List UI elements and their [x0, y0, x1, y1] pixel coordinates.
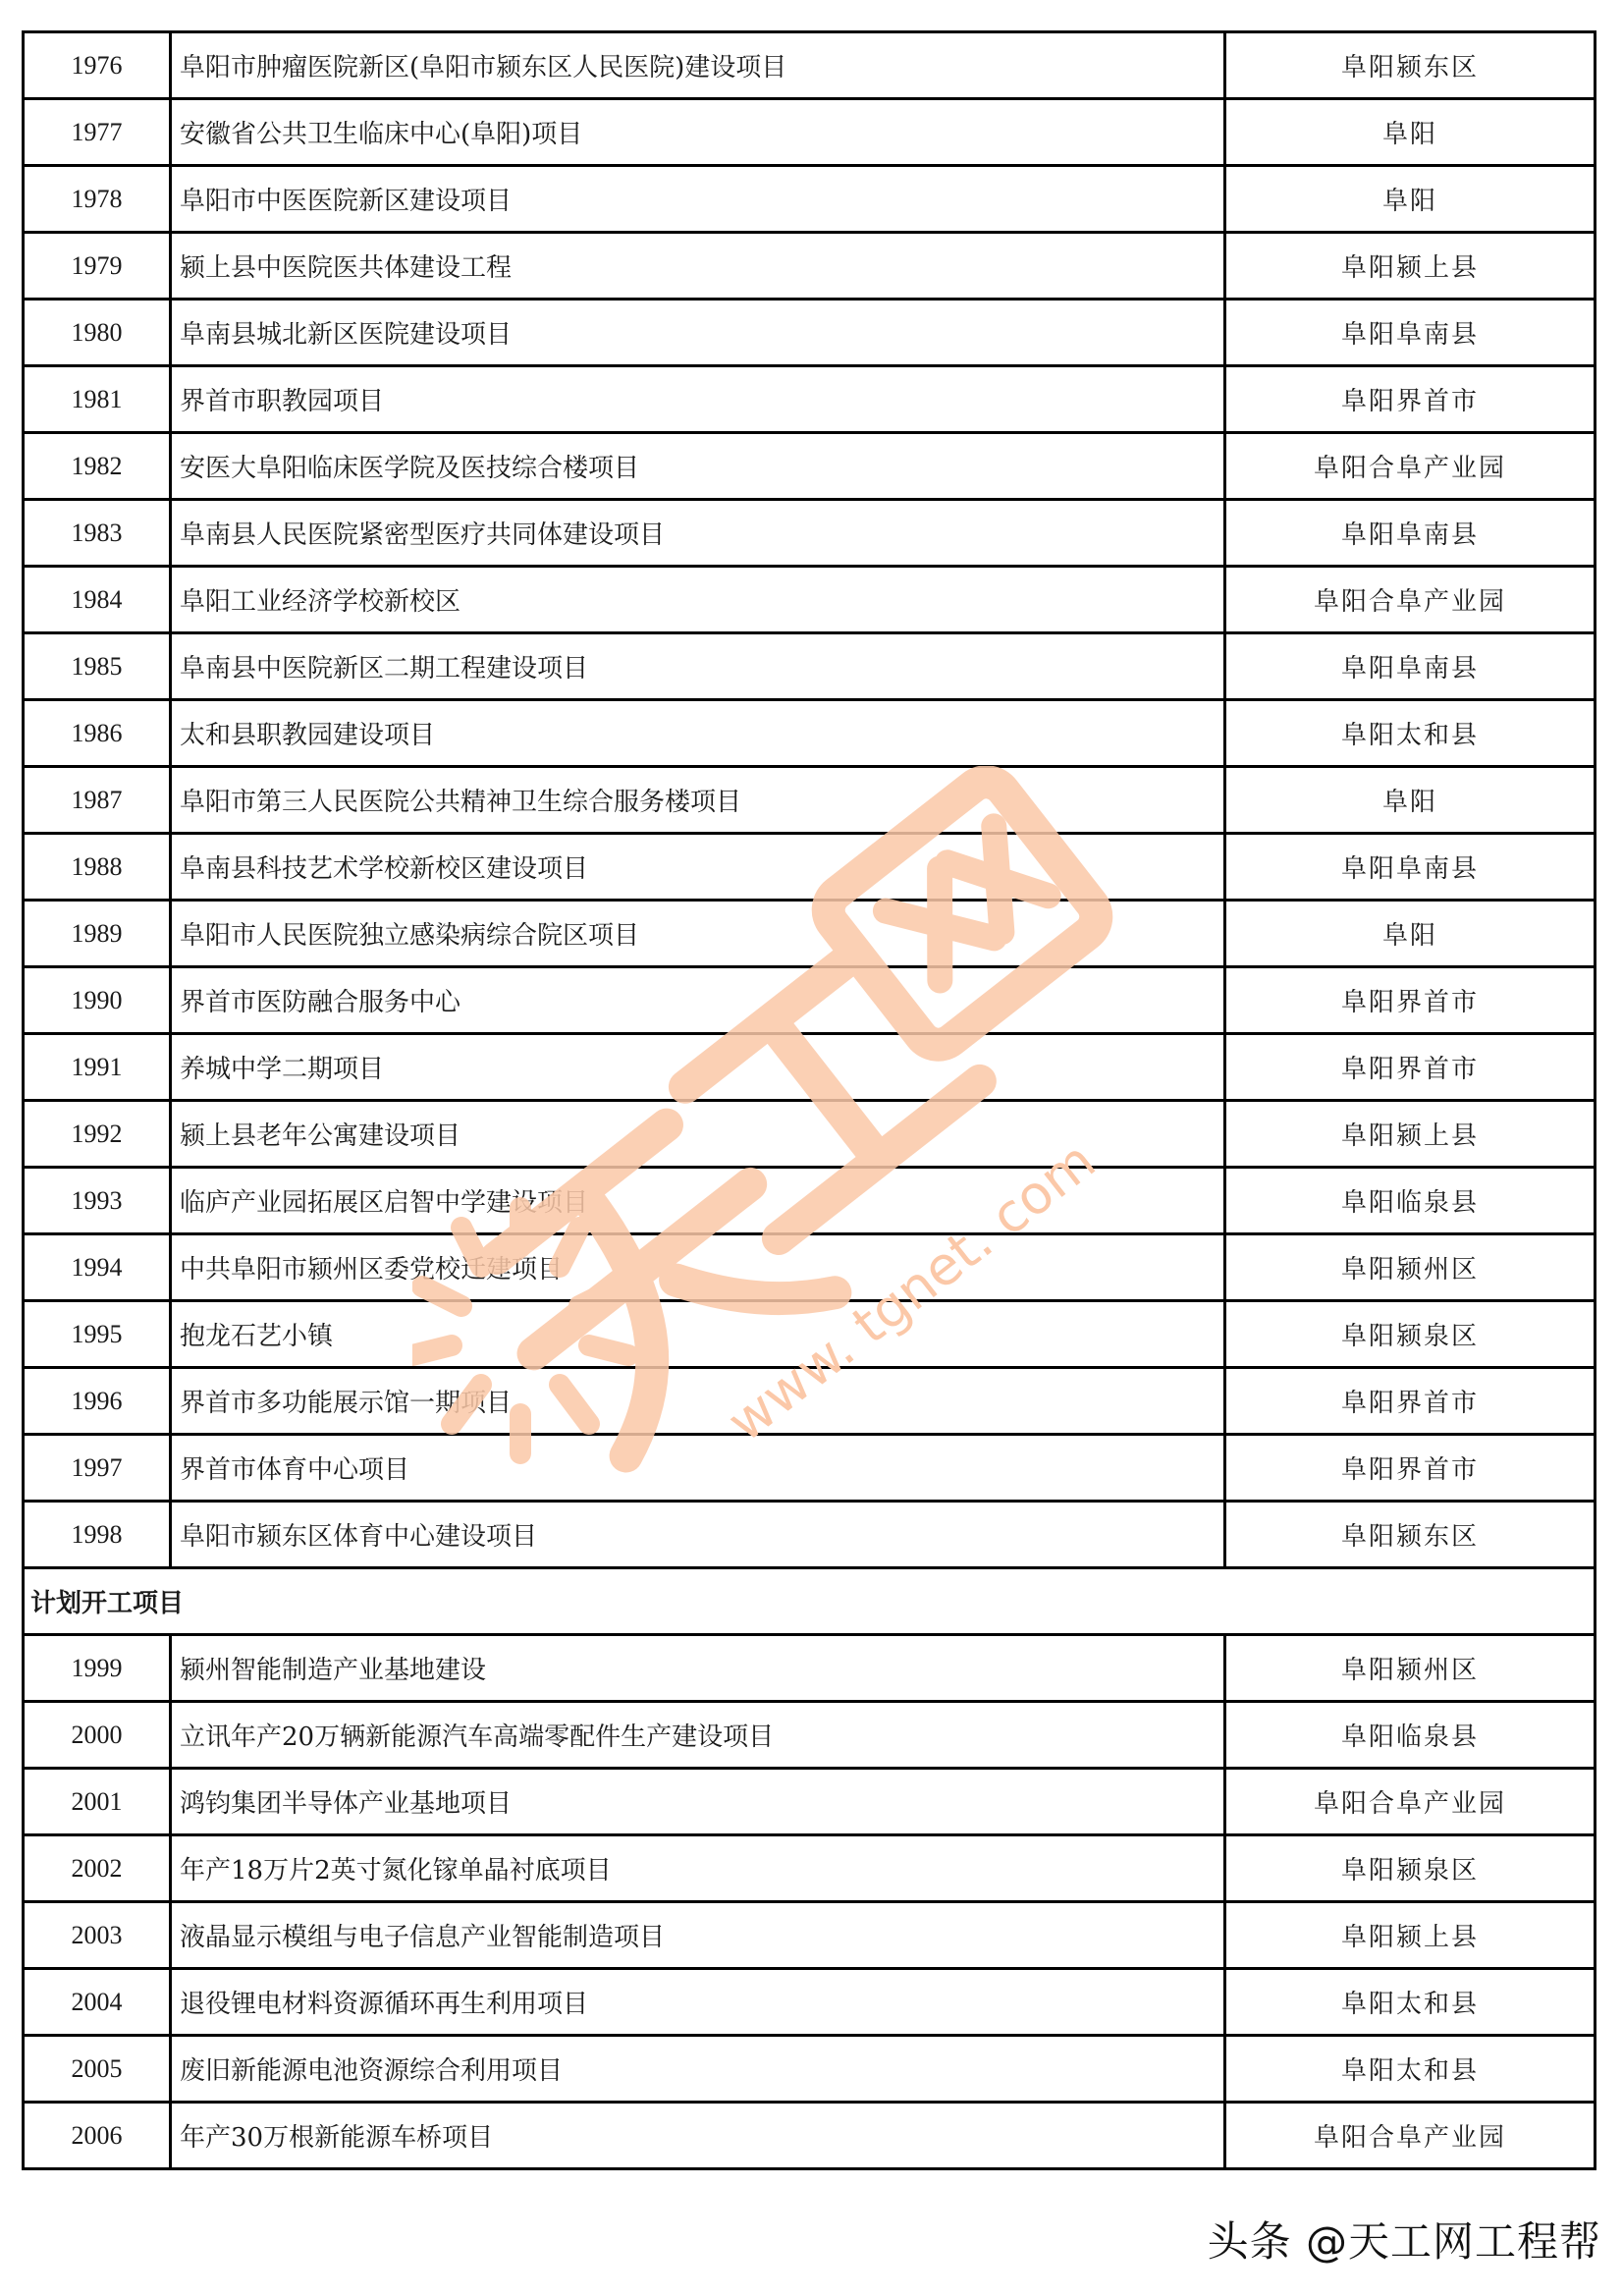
table-row	[24, 1969, 1596, 2036]
table-row	[24, 1168, 1596, 1234]
row-number: 1998	[24, 1502, 171, 1568]
project-name: 界首市职教园项目	[171, 366, 1225, 433]
row-number: 1988	[24, 834, 171, 901]
row-number: 2004	[24, 1969, 171, 2036]
project-location: 阜阳阜南县	[1225, 834, 1596, 901]
project-location: 阜阳界首市	[1225, 366, 1596, 433]
row-number: 2002	[24, 1835, 171, 1902]
project-location: 阜阳合阜产业园	[1225, 2103, 1596, 2169]
row-number: 1980	[24, 300, 171, 366]
project-name: 阜南县科技艺术学校新校区建设项目	[171, 834, 1225, 901]
row-number: 1999	[24, 1635, 171, 1702]
table-row	[24, 1101, 1596, 1168]
project-name: 颍上县中医院医共体建设工程	[171, 233, 1225, 300]
row-number: 1978	[24, 166, 171, 233]
project-name: 阜阳市人民医院独立感染病综合院区项目	[171, 901, 1225, 967]
row-number: 1982	[24, 433, 171, 500]
project-location: 阜阳颍上县	[1225, 233, 1596, 300]
watermark-url: www. tgnet. com	[716, 1129, 1108, 1454]
project-name: 阜南县人民医院紧密型医疗共同体建设项目	[171, 500, 1225, 567]
project-location: 阜阳临泉县	[1225, 1702, 1596, 1769]
table-row	[24, 1902, 1596, 1969]
table-row	[24, 567, 1596, 633]
table-row	[24, 1435, 1596, 1502]
project-name: 废旧新能源电池资源综合利用项目	[171, 2036, 1225, 2103]
row-number: 1981	[24, 366, 171, 433]
table-row	[24, 767, 1596, 834]
project-location: 阜阳临泉县	[1225, 1168, 1596, 1234]
project-location: 阜阳阜南县	[1225, 633, 1596, 700]
table-row	[24, 901, 1596, 967]
row-number: 2005	[24, 2036, 171, 2103]
project-location: 阜阳合阜产业园	[1225, 567, 1596, 633]
row-number: 1996	[24, 1368, 171, 1435]
row-number: 1986	[24, 700, 171, 767]
table-row	[24, 366, 1596, 433]
table-row	[24, 1301, 1596, 1368]
project-name: 太和县职教园建设项目	[171, 700, 1225, 767]
project-name: 阜阳工业经济学校新校区	[171, 567, 1225, 633]
row-number: 1977	[24, 99, 171, 166]
row-number: 1991	[24, 1034, 171, 1101]
project-name: 阜南县城北新区医院建设项目	[171, 300, 1225, 366]
project-name: 中共阜阳市颍州区委党校迁建项目	[171, 1234, 1225, 1301]
row-number: 2001	[24, 1769, 171, 1835]
project-location: 阜阳颍州区	[1225, 1234, 1596, 1301]
project-name: 阜南县中医院新区二期工程建设项目	[171, 633, 1225, 700]
project-location: 阜阳界首市	[1225, 1034, 1596, 1101]
footer-watermark: 头条 @天工网工程帮	[1207, 2217, 1601, 2266]
project-location: 阜阳合阜产业园	[1225, 1769, 1596, 1835]
project-name: 阜阳市肿瘤医院新区(阜阳市颍东区人民医院)建设项目	[171, 32, 1225, 99]
project-name: 颍上县老年公寓建设项目	[171, 1101, 1225, 1168]
project-location: 阜阳	[1225, 901, 1596, 967]
project-name: 鸿钧集团半导体产业基地项目	[171, 1769, 1225, 1835]
row-number: 2003	[24, 1902, 171, 1969]
project-name: 年产30万根新能源车桥项目	[171, 2103, 1225, 2169]
project-location: 阜阳太和县	[1225, 2036, 1596, 2103]
project-name: 阜阳市中医医院新区建设项目	[171, 166, 1225, 233]
table-row	[24, 2103, 1596, 2169]
section-header-row	[24, 1568, 1596, 1635]
row-number: 1983	[24, 500, 171, 567]
row-number: 1995	[24, 1301, 171, 1368]
project-location: 阜阳太和县	[1225, 700, 1596, 767]
project-location: 阜阳	[1225, 767, 1596, 834]
table-row	[24, 1502, 1596, 1568]
project-location: 阜阳颍州区	[1225, 1635, 1596, 1702]
row-number: 2006	[24, 2103, 171, 2169]
project-location: 阜阳阜南县	[1225, 500, 1596, 567]
row-number: 1979	[24, 233, 171, 300]
project-location: 阜阳界首市	[1225, 1435, 1596, 1502]
table-row	[24, 166, 1596, 233]
project-location: 阜阳阜南县	[1225, 300, 1596, 366]
row-number: 1997	[24, 1435, 171, 1502]
project-name: 界首市医防融合服务中心	[171, 967, 1225, 1034]
project-location: 阜阳	[1225, 166, 1596, 233]
project-name: 安医大阜阳临床医学院及医技综合楼项目	[171, 433, 1225, 500]
table-row	[24, 834, 1596, 901]
project-location: 阜阳界首市	[1225, 967, 1596, 1034]
row-number: 1994	[24, 1234, 171, 1301]
project-location: 阜阳太和县	[1225, 1969, 1596, 2036]
table-row	[24, 1835, 1596, 1902]
row-number: 1987	[24, 767, 171, 834]
table-row	[24, 700, 1596, 767]
row-number: 2000	[24, 1702, 171, 1769]
row-number: 1976	[24, 32, 171, 99]
table-row	[24, 633, 1596, 700]
project-name: 立讯年产20万辆新能源汽车高端零配件生产建设项目	[171, 1702, 1225, 1769]
row-number: 1990	[24, 967, 171, 1034]
table-row	[24, 433, 1596, 500]
project-name: 抱龙石艺小镇	[171, 1301, 1225, 1368]
row-number: 1992	[24, 1101, 171, 1168]
table-row	[24, 967, 1596, 1034]
project-name: 液晶显示模组与电子信息产业智能制造项目	[171, 1902, 1225, 1969]
project-location: 阜阳颍泉区	[1225, 1835, 1596, 1902]
project-name: 界首市多功能展示馆一期项目	[171, 1368, 1225, 1435]
project-table	[22, 30, 1596, 2170]
table-row	[24, 1635, 1596, 1702]
row-number: 1989	[24, 901, 171, 967]
project-name: 退役锂电材料资源循环再生利用项目	[171, 1969, 1225, 2036]
project-table-body	[24, 32, 1596, 2169]
project-name: 养城中学二期项目	[171, 1034, 1225, 1101]
table-row	[24, 1368, 1596, 1435]
table-row	[24, 233, 1596, 300]
project-location: 阜阳颍泉区	[1225, 1301, 1596, 1368]
row-number: 1984	[24, 567, 171, 633]
table-row	[24, 1234, 1596, 1301]
project-name: 颍州智能制造产业基地建设	[171, 1635, 1225, 1702]
table-row	[24, 1769, 1596, 1835]
row-number: 1993	[24, 1168, 171, 1234]
table-row	[24, 2036, 1596, 2103]
project-location: 阜阳颍上县	[1225, 1101, 1596, 1168]
table-row	[24, 32, 1596, 99]
project-name: 临庐产业园拓展区启智中学建设项目	[171, 1168, 1225, 1234]
section-title: 计划开工项目	[24, 1568, 1596, 1635]
project-name: 安徽省公共卫生临床中心(阜阳)项目	[171, 99, 1225, 166]
project-location: 阜阳	[1225, 99, 1596, 166]
project-name: 阜阳市第三人民医院公共精神卫生综合服务楼项目	[171, 767, 1225, 834]
project-location: 阜阳颍东区	[1225, 32, 1596, 99]
table-row	[24, 300, 1596, 366]
project-location: 阜阳颍东区	[1225, 1502, 1596, 1568]
table-row	[24, 1702, 1596, 1769]
table-row	[24, 500, 1596, 567]
project-name: 界首市体育中心项目	[171, 1435, 1225, 1502]
table-row	[24, 1034, 1596, 1101]
row-number: 1985	[24, 633, 171, 700]
project-location: 阜阳颍上县	[1225, 1902, 1596, 1969]
project-name: 年产18万片2英寸氮化镓单晶衬底项目	[171, 1835, 1225, 1902]
project-name: 阜阳市颍东区体育中心建设项目	[171, 1502, 1225, 1568]
table-row	[24, 99, 1596, 166]
project-location: 阜阳界首市	[1225, 1368, 1596, 1435]
project-location: 阜阳合阜产业园	[1225, 433, 1596, 500]
